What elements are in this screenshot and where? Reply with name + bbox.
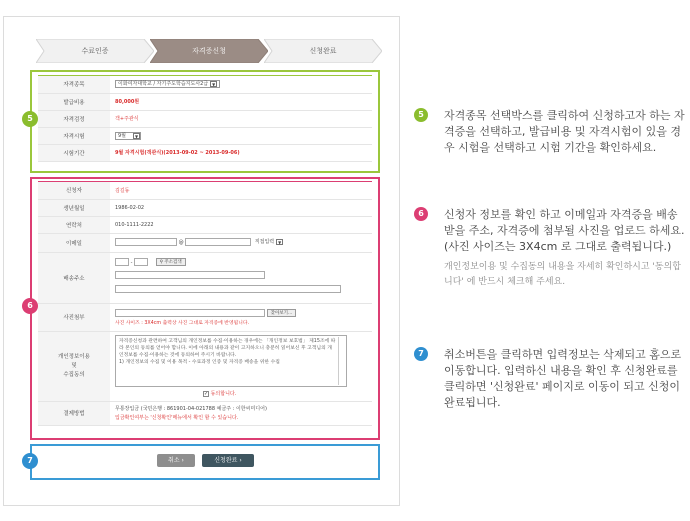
exam-period-label: 시험기간 bbox=[38, 144, 110, 161]
step-complete bbox=[264, 39, 382, 63]
phone-value: 010-1111-2222 bbox=[110, 216, 372, 233]
cancel-label: 취소 bbox=[168, 457, 180, 464]
email-id-input[interactable] bbox=[115, 238, 177, 246]
privacy-agree-label: 동의합니다. bbox=[210, 391, 237, 397]
email-domain-input[interactable] bbox=[185, 238, 251, 246]
guide-text: 신청자 정보를 확인 하고 이메일과 자격증을 배송 받을 주소, 자격증에 첨부될 사진을 업로드 하세요. (사진 사이즈는 3X4cm 로 그대로 출력됩니다.) bbox=[444, 208, 685, 253]
photo-file-input[interactable] bbox=[115, 309, 265, 317]
payment-note: 입금확인여부는 '신청확인'메뉴에서 확인 할 수 있습니다. bbox=[115, 415, 239, 421]
exam-type-value: 객+주관식 bbox=[115, 116, 139, 122]
payment-value: 무통장입금 (국민은행 : 861901-04-021788 예금주 : 이한씨미디어) bbox=[115, 406, 267, 412]
zip-first-input[interactable] bbox=[115, 258, 129, 266]
chevron-right-icon: › bbox=[181, 457, 184, 464]
address-search-label: 주소검색 bbox=[164, 260, 182, 265]
privacy-textarea[interactable] bbox=[115, 335, 347, 387]
exam-select[interactable] bbox=[115, 132, 141, 140]
step-apply bbox=[150, 39, 268, 63]
birth-value: 1986-02-02 bbox=[110, 199, 372, 216]
name-label: 신청자 bbox=[38, 182, 110, 199]
name-value: 김길동 bbox=[115, 187, 130, 194]
section-qualification-table bbox=[38, 75, 372, 162]
section-7-badge: 7 bbox=[22, 453, 38, 469]
email-label: 이메일 bbox=[38, 233, 110, 252]
exam-type-label: 자격검정 bbox=[38, 110, 110, 127]
qualification-label: 자격종목 bbox=[38, 76, 110, 93]
photo-label: 사진첨부 bbox=[38, 303, 110, 331]
address-search-button[interactable] bbox=[156, 258, 186, 266]
fee-value: 80,000원 bbox=[115, 99, 140, 105]
address-input-2[interactable] bbox=[115, 285, 341, 293]
fee-label: 발급비용 bbox=[38, 93, 110, 110]
email-domain-select[interactable] bbox=[253, 239, 285, 247]
privacy-text: 자격증신청과 관련하여 고객님의 개인정보를 수집·이용하는 경우에는 「개인정보 보호법」 제15조에 따라 본인의 동의를 얻어야 합니다. 이에 아래의 내용과 같이 고지하오니 충분히 읽어보신 후 고객님의 개인정보를 수집·이용하는 것에 동의하여 주시기 바랍니다. 1) 개인정보의 수집 및 이용 목적 - 수료과정 인증 및 자격증 배송을 위한 수집 bbox=[119, 339, 336, 365]
privacy-label-line-1: 개인정보이용 bbox=[58, 353, 90, 360]
payment-label: 결제방법 bbox=[38, 401, 110, 425]
exam-label: 자격시험 bbox=[38, 127, 110, 144]
guide-note: 개인정보이용 및 수집동의 내용을 자세히 확인하시고 '동의합니다' 에 반드시 체크해 주세요. bbox=[444, 262, 681, 287]
photo-browse-button[interactable]: 찾아보기... bbox=[267, 309, 297, 317]
guide-number-badge: 5 bbox=[414, 108, 428, 122]
chevron-down-icon: ▼ bbox=[212, 82, 216, 88]
step-label: 자격증신청 bbox=[192, 47, 226, 55]
section-6-badge: 6 bbox=[22, 298, 38, 314]
search-icon: ⚲ bbox=[159, 260, 163, 265]
chevron-right-icon: › bbox=[239, 457, 242, 464]
guide-number-badge: 6 bbox=[414, 207, 428, 221]
zip-separator: - bbox=[130, 259, 133, 266]
exam-select-value: 9월 bbox=[118, 132, 127, 139]
zip-second-input[interactable] bbox=[134, 258, 148, 266]
guide-item-6 bbox=[414, 207, 686, 290]
phone-label: 연락처 bbox=[38, 216, 110, 233]
address-input-1[interactable] bbox=[115, 271, 265, 279]
qualification-select[interactable] bbox=[115, 80, 220, 88]
step-label: 수료인증 bbox=[81, 47, 109, 55]
photo-note: 사진 사이즈 : 3X4cm 출력상 사진 그대로 자격증에 반영됩니다. bbox=[115, 320, 249, 326]
exam-period-value: 9월 자격시험(객관식)(2013-09-02 ~ 2013-09-06) bbox=[115, 150, 240, 156]
chevron-down-icon: ▼ bbox=[134, 133, 139, 139]
step-certify bbox=[36, 39, 154, 63]
privacy-agree-checkbox[interactable]: ✓ bbox=[204, 390, 209, 397]
guide-item-7 bbox=[414, 347, 686, 411]
privacy-label-line-2: 및 bbox=[71, 362, 77, 369]
birth-label: 생년월일 bbox=[38, 199, 110, 216]
privacy-scrollbar[interactable] bbox=[338, 337, 345, 385]
step-label: 신청완료 bbox=[309, 47, 337, 55]
guide-item-5 bbox=[414, 108, 686, 156]
chevron-down-icon: ▼ bbox=[278, 240, 282, 246]
cancel-button[interactable] bbox=[157, 454, 195, 467]
email-at-sign: @ bbox=[178, 239, 184, 246]
email-domain-select-value: 직접입력 bbox=[254, 239, 275, 246]
submit-label: 신청완료 bbox=[214, 457, 238, 464]
guide-number-badge: 7 bbox=[414, 347, 428, 361]
guide-text: 자격종목 선택박스를 클릭하여 신청하고자 하는 자격증을 선택하고, 발급비용 및 자격시험이 있을 경우 시험을 선택하고 시험 기간을 확인하세요. bbox=[444, 109, 685, 154]
address-label: 배송주소 bbox=[38, 252, 110, 303]
guide-text: 취소버튼을 클릭하면 입력정보는 삭제되고 홈으로 이동합니다. 입력하신 내용을 확인 후 신청완료를 클릭하면 '신청완료' 페이지로 이동이 되고 신청이 완료됩니다. bbox=[444, 348, 682, 409]
section-5-badge: 5 bbox=[22, 111, 38, 127]
submit-button[interactable] bbox=[202, 454, 254, 467]
privacy-label-line-3: 수집동의 bbox=[63, 371, 85, 378]
qualification-select-value: 이화여자대학교 / 자기주도학습지도사2급 bbox=[118, 81, 209, 88]
privacy-label bbox=[38, 331, 110, 401]
section-applicant-table bbox=[38, 181, 372, 426]
